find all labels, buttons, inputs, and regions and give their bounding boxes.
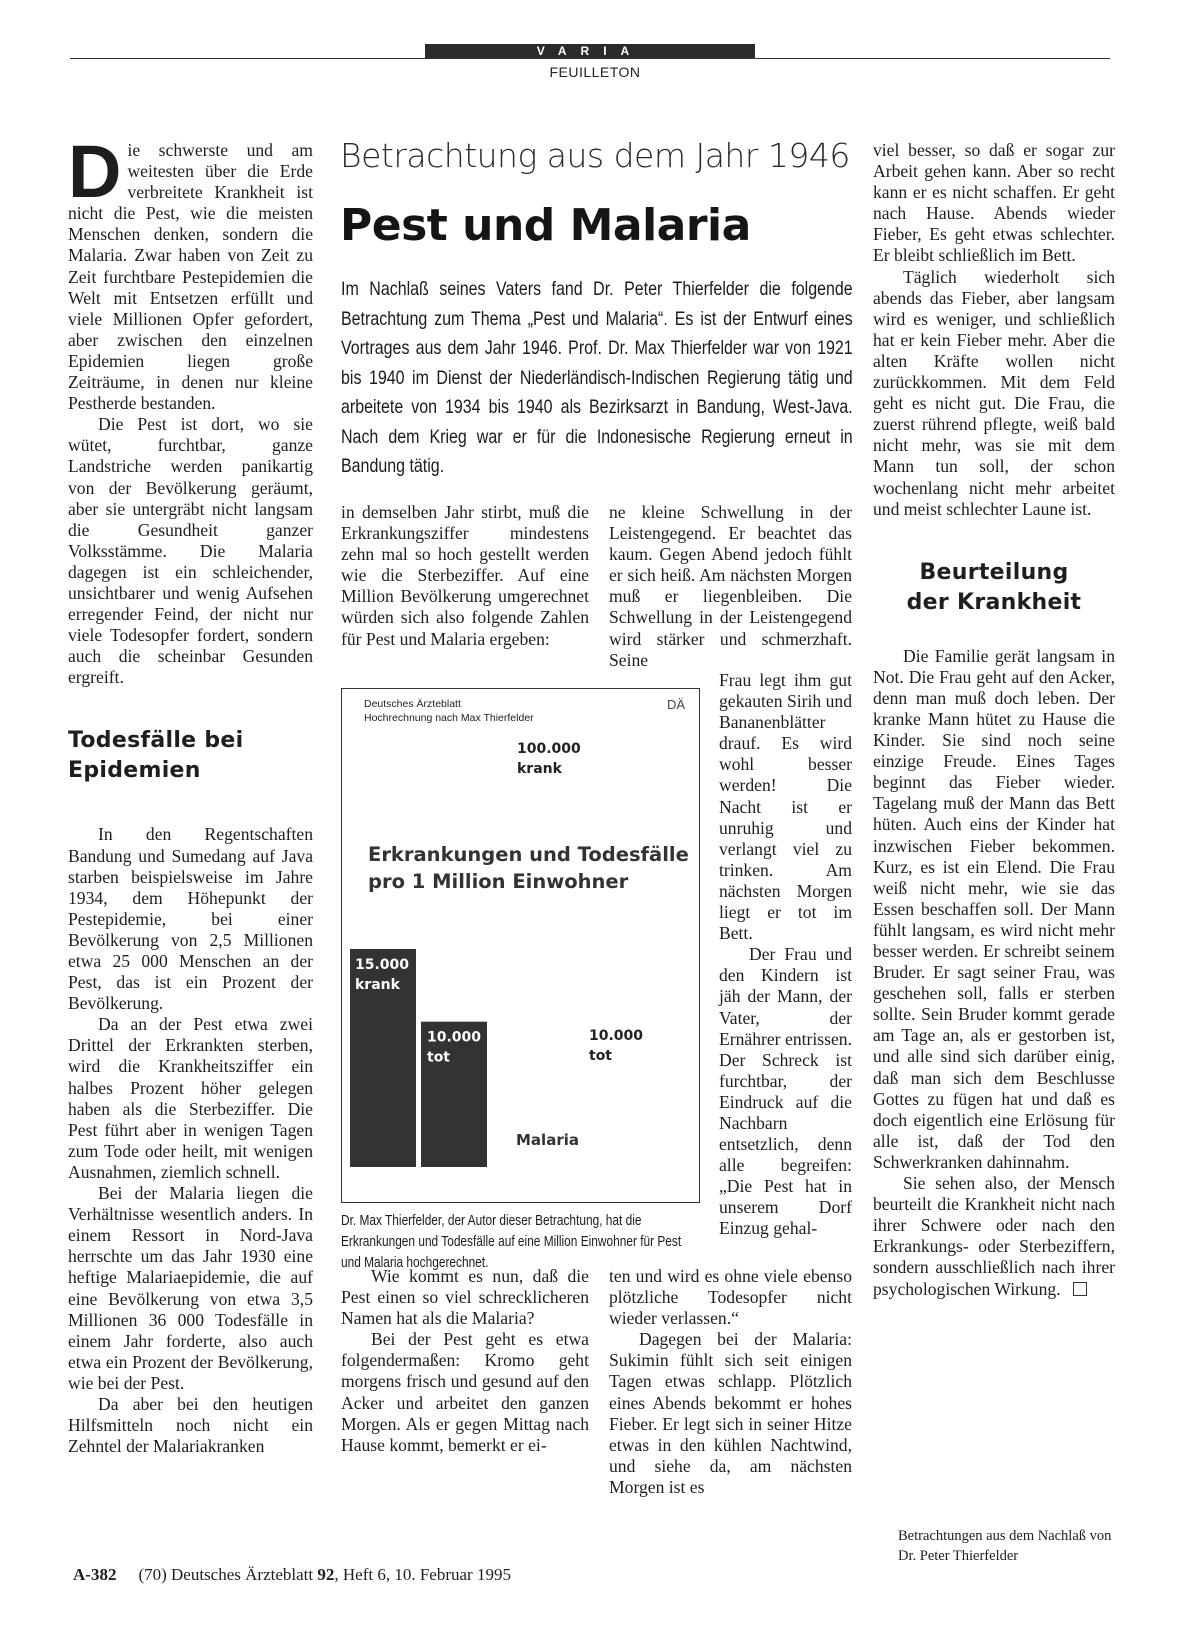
paragraph: in demselben Jahr stirbt, muß die Erkrankungsziffer mindestens zehn mal so hoch gestellt werden wie die Sterbeziffer. Auf eine Million Bevölkerung umgerechnet würden sich also folgende Zahlen für Pest und Malaria ergeben: xyxy=(341,502,589,649)
label-malaria-krank-value: 100.000 xyxy=(517,741,581,757)
label-malaria-tot-unit: tot xyxy=(589,1048,613,1064)
chart-logo: DÄ xyxy=(666,697,685,712)
article-kicker: Betrachtung aus dem Jahr 1946 xyxy=(340,136,850,175)
paragraph: Sie sehen also, der Mensch beurteilt die Krankheit nicht nach ihrer Schwere oder nach den Erkrankungs- oder Sterbeziffern, sondern ausschließlich nach ihrer psychologischen Wirkung. xyxy=(873,1173,1115,1299)
lead-paragraph: Die schwerste und am weitesten über die Erde verbreitete Krankheit ist nicht die Pest, wie die meisten Menschen denken, sondern die Malaria. Zwar haben von Zeit zu Zeit furchtbare Pestepidemien die Welt mit Entsetzen erfüllt und viele Millionen Opfer gefordert, aber zwischen den einzelnen Epidemien liegen große Zeiträume, in denen nur kleine Pestherde bestanden. xyxy=(68,130,313,414)
paragraph: Frau legt ihm gut gekauten Sirih und Bananenblätter drauf. Es wird wohl besser werden! Die Nacht ist er unruhig und verlangt viel zu trinken. Am nächsten Morgen liegt er tot im Bett. xyxy=(719,670,852,944)
category-label-malaria: Malaria xyxy=(516,1131,579,1149)
paragraph: Die Familie gerät langsam in Not. Die Frau geht auf den Acker, denn man muß doch leben. Der kranke Mann hütet zu Hause die Kinder. Sie sind noch seine einzige Freude. Eines Tages beginnt das Fieber wieder. Tagelang muß der Mann das Bett hüten. Auch eins der Kinder hat inzwischen Fieber bekommen. Kurz, es ist ein Elend. Die Frau weiß nicht mehr, wie sie das Essen beschaffen soll. Der Mann fühlt langsam, es wird nicht mehr besser werden. Er schreibt seinem Bruder. Er sagt seiner Frau, was geschehen soll, falls er sterben sollte. Sein Bruder kommt gerade am Tage an, als er gestorben ist, und alle sind sich darüber einig, daß man sich dem Beschlusse Gottes zu fügen hat und daß es doch eigentlich eine Erlösung für alle ist, daß der Tod den Schwerkranken dahinnahm. xyxy=(873,645,1115,1172)
column-3-bottom xyxy=(609,1266,852,1498)
paragraph: Wie kommt es nun, daß die Pest einen so viel schrecklicheren Namen hat als die Malaria? xyxy=(341,1266,589,1329)
label-pest-tot-unit: tot xyxy=(427,1049,451,1066)
paragraph: Der Frau und den Kindern ist jäh der Mann, der Vater, der Ernährer entrissen. Der Schreck ist furchtbar, der Eindruck auf die Nachbarn entsetzlich, denn alle begreifen: „Die Pest hat in unserem Dorf Einzug gehal- xyxy=(719,944,852,1239)
paragraph: Bei der Malaria liegen die Verhältnisse wesentlich anders. In einem Ressort in Nord-Java herrschte um das Jahr 1930 eine heftige Malariaepidemie, die auf eine Bevölkerung von etwa 3,5 Millionen 36 000 Todesfälle in einem Jahr forderte, also auch etwa ein Prozent der Bevölkerung, wie bei der Pest. xyxy=(68,1183,313,1393)
paragraph: viel besser, so daß er sogar zur Arbeit gehen kann. Aber so recht kann er es nicht schaffen. Er geht nach Hause. Abends wieder Fieber, Es geht etwas schlechter. Er bleibt schließlich im Bett. xyxy=(873,140,1115,266)
chart xyxy=(341,688,700,1203)
column-4 xyxy=(873,140,1115,1300)
column-3 xyxy=(609,502,852,671)
subheading: Beurteilung der Krankheit xyxy=(906,559,1082,615)
paragraph: Täglich wiederholt sich abends das Fieber, aber langsam wird es weniger, und schließlich hat er kein Fieber mehr. Aber die alten Kräfte wollen nicht zurückkommen. Mit dem Feld geht es nicht gut. Die Frau, die zuerst rührend pflegte, weiß bald nicht mehr, was sie mit dem Mann tun soll, der schon wochenlang nicht mehr arbeitet und meist schlechter Laune ist. xyxy=(873,266,1115,519)
paragraph: Bei der Pest geht es etwa folgendermaßen: Kromo geht morgens frisch und gesund auf den Acker und arbeitet den ganzen Morgen. Als er gegen Mittag nach Hause kommt, bemerkt er ei- xyxy=(341,1329,589,1455)
column-2 xyxy=(341,502,589,650)
subheading: Todesfälle bei Epidemien xyxy=(68,728,244,784)
paragraph: Die Pest ist dort, wo sie wütet, furchtbar, ganze Landstriche werden panikartig von der Bevölkerung geräumt, aber sie untergräbt nicht langsam die Gesundheit ganzer Volksstämme. Die Malaria dagegen ist ein schleichender, unsichtbarer und wenig Aufsehen erregender Feind, der nicht nur viele Todesopfer fordert, sondern auch die scheinbar Gesunden ergreift. xyxy=(68,414,313,688)
label-pest-krank-unit: krank xyxy=(355,977,400,993)
label-malaria-tot-value: 10.000 xyxy=(589,1028,644,1044)
paragraph: Dagegen bei der Malaria: Sukimin fühlt sich seit einigen Tagen etwas schlapp. Plötzlich eines Abends bekommt er hohes Fieber. Er legt sich in seiner Hitze etwas in den kühlen Nachtwind, und siehe da, am nächsten Morgen ist es xyxy=(609,1329,852,1497)
drop-cap: D xyxy=(68,130,122,213)
source-note: Betrachtungen aus dem Nachlaß von Dr. Peter Thierfelder xyxy=(898,1528,1112,1564)
masthead-rule xyxy=(70,58,1110,59)
label-malaria-krank-unit: krank xyxy=(517,761,562,777)
column-2-bottom xyxy=(341,1266,589,1456)
column-3-narrow xyxy=(719,670,852,1240)
paragraph: ten und wird es ohne viele ebenso plötzliche Todesopfer nicht wieder verlassen.“ xyxy=(609,1266,852,1329)
section-label: VARIA xyxy=(425,44,755,58)
end-mark-icon xyxy=(1073,1282,1087,1296)
chart-caption: Dr. Max Thierfelder, der Autor dieser Betrachtung, hat die Erkrankungen und Todesfälle auf eine Million Einwohner für Pest und Malaria hochgerechnet. xyxy=(341,1213,682,1271)
chart-title: Erkrankungen und Todesfälle pro 1 Million Einwohner xyxy=(368,843,689,893)
article-headline: Pest und Malaria xyxy=(340,200,751,251)
chart-source: Deutsches Ärzteblatt Hochrechnung nach Max Thierfelder xyxy=(364,698,534,724)
column-1 xyxy=(68,130,313,1457)
article-intro: Im Nachlaß seines Vaters fand Dr. Peter Thierfelder die folgende Betrachtung zum Thema „Pest und Malaria“. Es ist der Entwurf eines Vortrages aus dem Jahr 1946. Prof. Dr. Max Thierfelder war von 1921 bis 1940 im Dienst der Niederländisch-Indischen Regierung tätig und arbeitete von 1934 bis 1940 als Bezirksarzt in Bandung, West-Java. Nach dem Krieg war er für die Indonesische Regierung erneut in Bandung tätig. xyxy=(341,278,853,477)
category-label-pest: Pest xyxy=(355,1131,393,1149)
page-number: A-382 xyxy=(73,1565,117,1584)
paragraph: ne kleine Schwellung in der Leistengegend. Er beachtet das kaum. Gegen Abend jedoch fühlt er sich heiß. Am nächsten Morgen muß er liegenbleiben. Die Schwellung in der Leistengegend wird stärker und schmerzhaft. Seine xyxy=(609,502,852,670)
label-pest-tot-value: 10.000 xyxy=(427,1029,482,1046)
paragraph: Da an der Pest etwa zwei Drittel der Erkrankten sterben, wird die Krankheitsziffer ein halbes Prozent höher gelegen haben als die Sterbeziffer. Die Pest führt aber in wenigen Tagen zum Tode oder heilt, mit wenigen Ausnahmen, ziemlich schnell. xyxy=(68,1014,313,1182)
page-footer: A-382 (70) Deutsches Ärzteblatt 92, Heft 6, 10. Februar 1995 xyxy=(73,1565,511,1584)
label-pest-krank-value: 15.000 xyxy=(355,957,410,973)
paragraph: In den Regentschaften Bandung und Sumedang auf Java starben beispielsweise im Jahre 1934, dem Höhepunkt der Pestepidemie, bei einer Bevölkerung von 2,5 Millionen etwa 25 000 Menschen an der Pest, das ist ein Prozent der Bevölkerung. xyxy=(68,824,313,1014)
chart-svg xyxy=(342,689,701,1204)
paragraph: Da aber bei den heutigen Hilfsmitteln noch nicht ein Zehntel der Malariakranken xyxy=(68,1393,313,1457)
subsection-label: FEUILLETON xyxy=(549,64,641,80)
